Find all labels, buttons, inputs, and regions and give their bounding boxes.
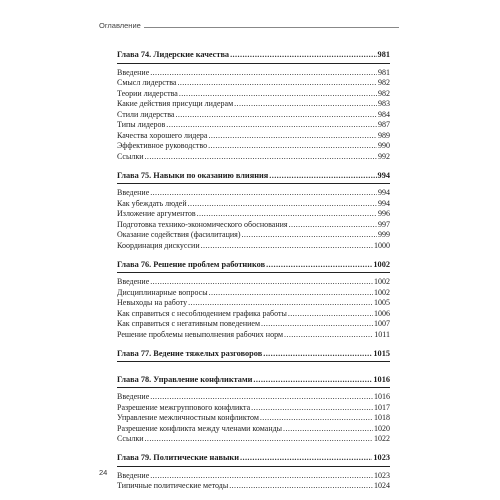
entry-title: Невыходы на работу	[117, 298, 188, 307]
dot-leader	[283, 424, 373, 435]
entry-title: Управление межличностным конфликтом	[117, 413, 259, 422]
dot-leader	[208, 131, 377, 142]
toc-entry	[117, 424, 390, 435]
toc-entry	[117, 277, 390, 288]
dot-leader	[234, 99, 377, 110]
toc-entry	[117, 220, 390, 231]
table-of-contents	[117, 49, 390, 499]
entry-page: 997	[378, 219, 390, 229]
entry-page: 1024	[374, 481, 390, 490]
toc-entry	[117, 434, 390, 445]
entry-title: Как справиться с несоблюдением графика работы	[117, 308, 287, 318]
toc-entry	[117, 131, 390, 142]
entry-page: 1017	[374, 402, 390, 412]
dot-leader	[177, 78, 377, 89]
entry-title: Теории лидерства	[117, 88, 178, 98]
entry-title: Как справиться с негативным поведением	[117, 319, 261, 328]
chapter-title: Глава 77. Ведение тяжелых разговоров	[117, 348, 263, 358]
entry-title: Ссылки	[117, 151, 144, 161]
chapter-section	[117, 49, 390, 170]
entry-title: Оказание содействия (фасилитация)	[117, 230, 241, 239]
toc-entry	[117, 330, 390, 341]
chapter-title: Глава 76. Решение проблем работников	[117, 259, 266, 269]
toc-entry	[117, 288, 390, 299]
dot-leader	[166, 120, 377, 131]
dot-leader	[229, 481, 373, 492]
dot-leader	[175, 110, 377, 121]
entry-page: 1018	[374, 413, 390, 422]
running-title: Оглавление	[99, 21, 144, 31]
entry-title: Введение	[117, 277, 150, 286]
toc-entry	[117, 199, 390, 210]
chapter-heading	[117, 170, 390, 183]
entry-title: Стили лидерства	[117, 109, 175, 119]
chapter-heading	[117, 259, 390, 272]
entry-page: 1022	[374, 434, 390, 443]
entry-page: 1023	[374, 470, 390, 480]
chapter-section	[117, 259, 390, 348]
dot-leader	[201, 241, 373, 252]
entry-page: 987	[378, 120, 390, 129]
entry-title: Как убеждать людей	[117, 198, 187, 208]
entry-page: 990	[378, 141, 390, 150]
running-header	[99, 21, 399, 33]
toc-entry	[117, 120, 390, 131]
entry-page: 1011	[374, 329, 390, 339]
chapter-heading	[117, 348, 390, 361]
entry-title: Разрешение конфликта между членами команды	[117, 423, 283, 433]
toc-entry	[117, 241, 390, 252]
chapter-page: 1016	[373, 374, 390, 384]
toc-entry	[117, 413, 390, 424]
chapter-heading	[117, 374, 390, 387]
entry-title: Типичные политические методы	[117, 481, 229, 490]
dot-leader	[251, 403, 373, 414]
toc-entry	[117, 110, 390, 121]
entry-title: Типы лидеров	[117, 120, 166, 129]
chapter-section	[117, 452, 390, 499]
chapter-rule	[117, 63, 390, 64]
entry-page: 984	[378, 109, 390, 119]
chapter-title: Глава 78. Управление конфликтами	[117, 374, 253, 384]
dot-leader	[263, 348, 372, 361]
dot-leader	[197, 209, 377, 220]
entry-page: 981	[378, 67, 390, 77]
entry-title: Введение	[117, 67, 150, 77]
toc-entry	[117, 230, 390, 241]
chapter-title: Глава 74. Лидерские качества	[117, 50, 230, 59]
entry-page: 1002	[374, 287, 390, 297]
entry-page: 1016	[374, 392, 390, 401]
entry-page: 1007	[374, 319, 390, 328]
toc-entry	[117, 403, 390, 414]
entry-title: Смысл лидерства	[117, 78, 177, 87]
dot-leader	[289, 220, 377, 231]
toc-entry	[117, 141, 390, 152]
toc-entry	[117, 89, 390, 100]
entry-page: 1006	[374, 308, 390, 318]
toc-entry	[117, 152, 390, 163]
entry-title: Введение	[117, 470, 150, 480]
dot-leader	[188, 298, 373, 309]
dot-leader	[150, 471, 373, 482]
toc-entry	[117, 309, 390, 320]
chapter-title: Глава 75. Навыки по оказанию влияния	[117, 170, 269, 180]
entry-page: 994	[378, 198, 390, 208]
chapter-heading	[117, 452, 390, 465]
entry-page: 983	[378, 99, 390, 108]
dot-leader	[150, 68, 377, 79]
entry-title: Изложение аргументов	[117, 209, 196, 218]
entry-page: 1000	[374, 240, 390, 250]
entry-page: 1002	[374, 277, 390, 286]
header-rule	[99, 27, 399, 28]
toc-entry	[117, 298, 390, 309]
dot-leader	[260, 413, 373, 424]
entry-page: 982	[378, 88, 390, 98]
chapter-page: 981	[377, 50, 390, 59]
entry-title: Координация дискуссии	[117, 240, 200, 250]
toc-entry	[117, 481, 390, 492]
chapter-section	[117, 348, 390, 374]
dot-leader	[240, 452, 372, 465]
chapter-page: 994	[377, 170, 390, 180]
entry-title: Подготовка технико-экономического обоснования	[117, 219, 288, 229]
chapter-section	[117, 170, 390, 259]
chapter-page: 1002	[373, 259, 390, 269]
entry-title: Решение проблемы невыполнения рабочих норм	[117, 329, 284, 339]
entry-page: 999	[378, 230, 390, 239]
chapter-page: 1015	[373, 348, 390, 358]
chapter-rule	[117, 387, 390, 388]
toc-entry	[117, 78, 390, 89]
toc-entry	[117, 471, 390, 482]
dot-leader	[150, 392, 373, 403]
entry-title: Введение	[117, 392, 150, 401]
entry-title: Какие действия присущи лидерам	[117, 99, 234, 108]
entry-page: 996	[378, 209, 390, 218]
dot-leader	[261, 319, 373, 330]
chapter-title: Глава 79. Политические навыки	[117, 453, 239, 462]
entry-title: Введение	[117, 188, 150, 197]
dot-leader	[150, 188, 377, 199]
chapter-rule	[117, 272, 390, 273]
entry-title: Эффективное руководство	[117, 141, 208, 150]
toc-entry	[117, 188, 390, 199]
dot-leader	[150, 277, 373, 288]
chapter-section	[117, 374, 390, 453]
dot-leader	[209, 288, 373, 299]
entry-page: 992	[378, 151, 390, 161]
chapter-rule	[117, 183, 390, 184]
chapter-heading	[117, 49, 390, 62]
dot-leader	[269, 170, 376, 183]
entry-page: 1005	[374, 298, 390, 307]
chapter-rule	[117, 361, 390, 362]
dot-leader	[145, 434, 373, 445]
page-number: 24	[99, 468, 108, 477]
dot-leader	[288, 309, 373, 320]
entry-page: 1020	[374, 423, 390, 433]
toc-entry	[117, 68, 390, 79]
dot-leader	[230, 49, 376, 62]
toc-entry	[117, 209, 390, 220]
entry-page: 982	[378, 78, 390, 87]
dot-leader	[284, 330, 373, 341]
entry-title: Разрешение межгруппового конфликта	[117, 402, 251, 412]
entry-page: 989	[378, 130, 390, 140]
dot-leader	[179, 89, 377, 100]
toc-entry	[117, 319, 390, 330]
dot-leader	[145, 152, 377, 163]
dot-leader	[253, 374, 372, 387]
dot-leader	[208, 141, 377, 152]
dot-leader	[266, 259, 372, 272]
dot-leader	[188, 199, 377, 210]
entry-title: Качества хорошего лидера	[117, 130, 208, 140]
entry-title: Дисциплинарные вопросы	[117, 287, 208, 297]
dot-leader	[241, 230, 377, 241]
entry-page: 994	[378, 188, 390, 197]
toc-entry	[117, 99, 390, 110]
chapter-page: 1023	[373, 453, 390, 462]
chapter-rule	[117, 466, 390, 467]
toc-entry	[117, 392, 390, 403]
entry-title: Ссылки	[117, 434, 144, 443]
